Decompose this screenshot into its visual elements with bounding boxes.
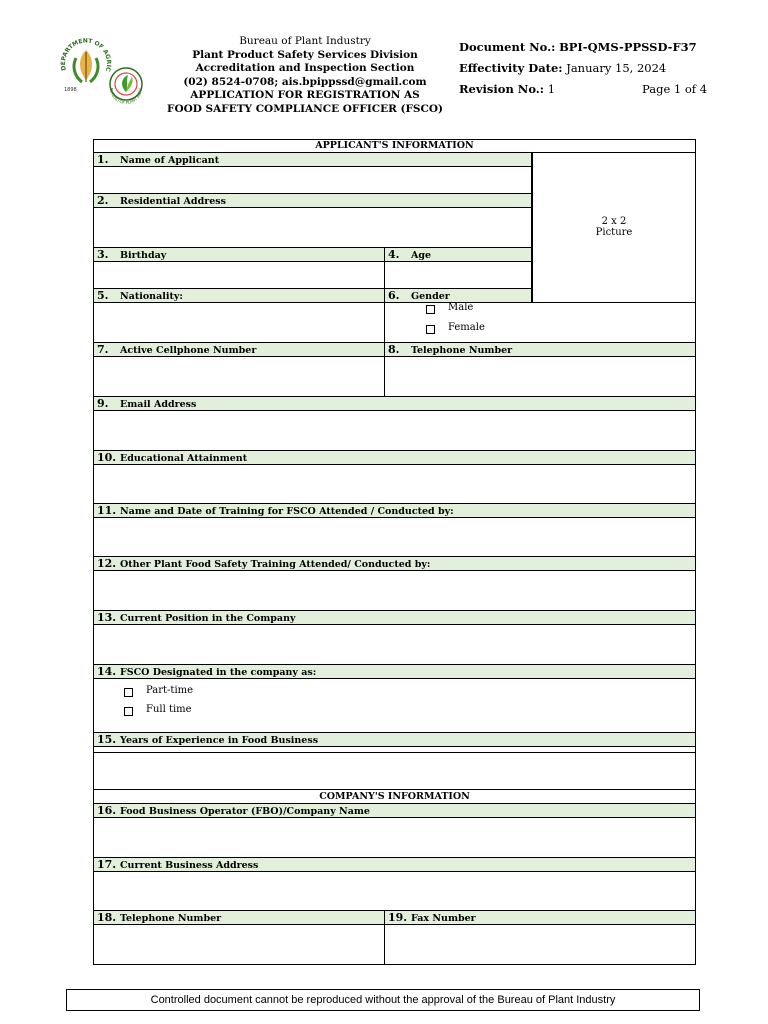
label-company-telephone: 18. Telephone Number bbox=[93, 910, 385, 925]
label-name-of-applicant: 1. Name of Applicant bbox=[93, 152, 532, 167]
revision-value: 1 bbox=[547, 82, 556, 96]
option-full-time: Full time bbox=[146, 704, 192, 715]
input-cellphone[interactable] bbox=[93, 356, 385, 397]
label-residential-address: 2. Residential Address bbox=[93, 193, 532, 208]
label-nationality: 5. Nationality: bbox=[93, 288, 385, 303]
label-educational-attainment: 10. Educational Attainment bbox=[93, 450, 696, 465]
division-name: Plant Product Safety Services Division bbox=[192, 48, 418, 61]
label-email: 9. Email Address bbox=[93, 396, 696, 411]
label-telephone: 8. Telephone Number bbox=[384, 342, 696, 357]
input-name-of-applicant[interactable] bbox=[93, 166, 532, 194]
input-nationality[interactable] bbox=[93, 302, 385, 343]
doc-no-label: Document No.: bbox=[459, 40, 556, 54]
page-number: Page 1 of 4 bbox=[642, 82, 708, 96]
logo1-year: 1898 bbox=[64, 87, 77, 93]
input-fsco-training[interactable] bbox=[93, 517, 696, 557]
form-title-line1: APPLICATION FOR REGISTRATION AS bbox=[190, 89, 420, 101]
input-residential-address[interactable] bbox=[93, 207, 532, 248]
revision-label: Revision No.: bbox=[459, 82, 545, 96]
checkbox-part-time[interactable] bbox=[124, 688, 133, 697]
label-years-experience: 15. Years of Experience in Food Business bbox=[93, 732, 696, 747]
section-name: Accreditation and Inspection Section bbox=[195, 62, 415, 74]
option-female: Female bbox=[448, 322, 485, 333]
input-years-experience[interactable] bbox=[93, 752, 696, 790]
input-company-telephone[interactable] bbox=[93, 924, 385, 965]
picture-label: Picture bbox=[595, 227, 633, 238]
checkbox-female[interactable] bbox=[426, 325, 435, 334]
logo1-text: DEPARTMENT OF AGRIC bbox=[59, 37, 113, 73]
label-cellphone: 7. Active Cellphone Number bbox=[93, 342, 385, 357]
input-business-address[interactable] bbox=[93, 871, 696, 911]
input-fax-number[interactable] bbox=[384, 924, 696, 965]
input-other-training[interactable] bbox=[93, 570, 696, 611]
label-fsco-training: 11. Name and Date of Training for FSCO Attended / Conducted by: bbox=[93, 503, 696, 518]
label-company-name: 16. Food Business Operator (FBO)/Company Name bbox=[93, 803, 696, 818]
bureau-name: Bureau of Plant Industry bbox=[239, 35, 371, 47]
effectivity-label: Effectivity Date: bbox=[459, 61, 563, 75]
option-part-time: Part-time bbox=[146, 685, 194, 696]
doc-no-value: BPI-QMS-PPSSD-F37 bbox=[559, 40, 697, 54]
applicant-section-title: APPLICANT'S INFORMATION bbox=[94, 139, 695, 153]
input-educational-attainment[interactable] bbox=[93, 464, 696, 504]
header-block bbox=[150, 35, 460, 116]
label-fsco-designation: 14. FSCO Designated in the company as: bbox=[93, 664, 696, 679]
checkbox-male[interactable] bbox=[426, 305, 435, 314]
contact-info: (02) 8524-0708; ais.bpippssd@gmail.com bbox=[183, 75, 427, 88]
logo-bureau-of-plant-industry bbox=[104, 64, 148, 108]
label-birthday: 3. Birthday bbox=[93, 247, 385, 262]
input-company-name[interactable] bbox=[93, 817, 696, 858]
input-age[interactable] bbox=[384, 261, 532, 289]
picture-box[interactable] bbox=[532, 152, 695, 303]
label-fax-number: 19. Fax Number bbox=[384, 910, 696, 925]
label-current-position: 13. Current Position in the Company bbox=[93, 610, 696, 625]
label-age: 4. Age bbox=[384, 247, 532, 262]
input-telephone[interactable] bbox=[384, 356, 696, 397]
input-birthday[interactable] bbox=[93, 261, 385, 289]
controlled-document-notice: Controlled document cannot be reproduced without the approval of the Bureau of Plant Industry bbox=[66, 989, 700, 1011]
logo2-text: BUREAU OF PLANT INDU bbox=[108, 87, 144, 106]
option-male: Male bbox=[448, 302, 474, 313]
document-info bbox=[459, 37, 709, 100]
form-title-line2: FOOD SAFETY COMPLIANCE OFFICER (FSCO) bbox=[167, 102, 443, 115]
effectivity-date: January 15, 2024 bbox=[566, 61, 667, 75]
input-email[interactable] bbox=[93, 410, 696, 451]
company-section-title: COMPANY'S INFORMATION bbox=[94, 790, 695, 804]
input-current-position[interactable] bbox=[93, 624, 696, 665]
label-gender: 6. Gender bbox=[384, 288, 532, 303]
label-business-address: 17. Current Business Address bbox=[93, 857, 696, 872]
label-other-training: 12. Other Plant Food Safety Training Attended/ Conducted by: bbox=[93, 556, 696, 571]
picture-size: 2 x 2 bbox=[601, 216, 627, 227]
checkbox-full-time[interactable] bbox=[124, 707, 133, 716]
